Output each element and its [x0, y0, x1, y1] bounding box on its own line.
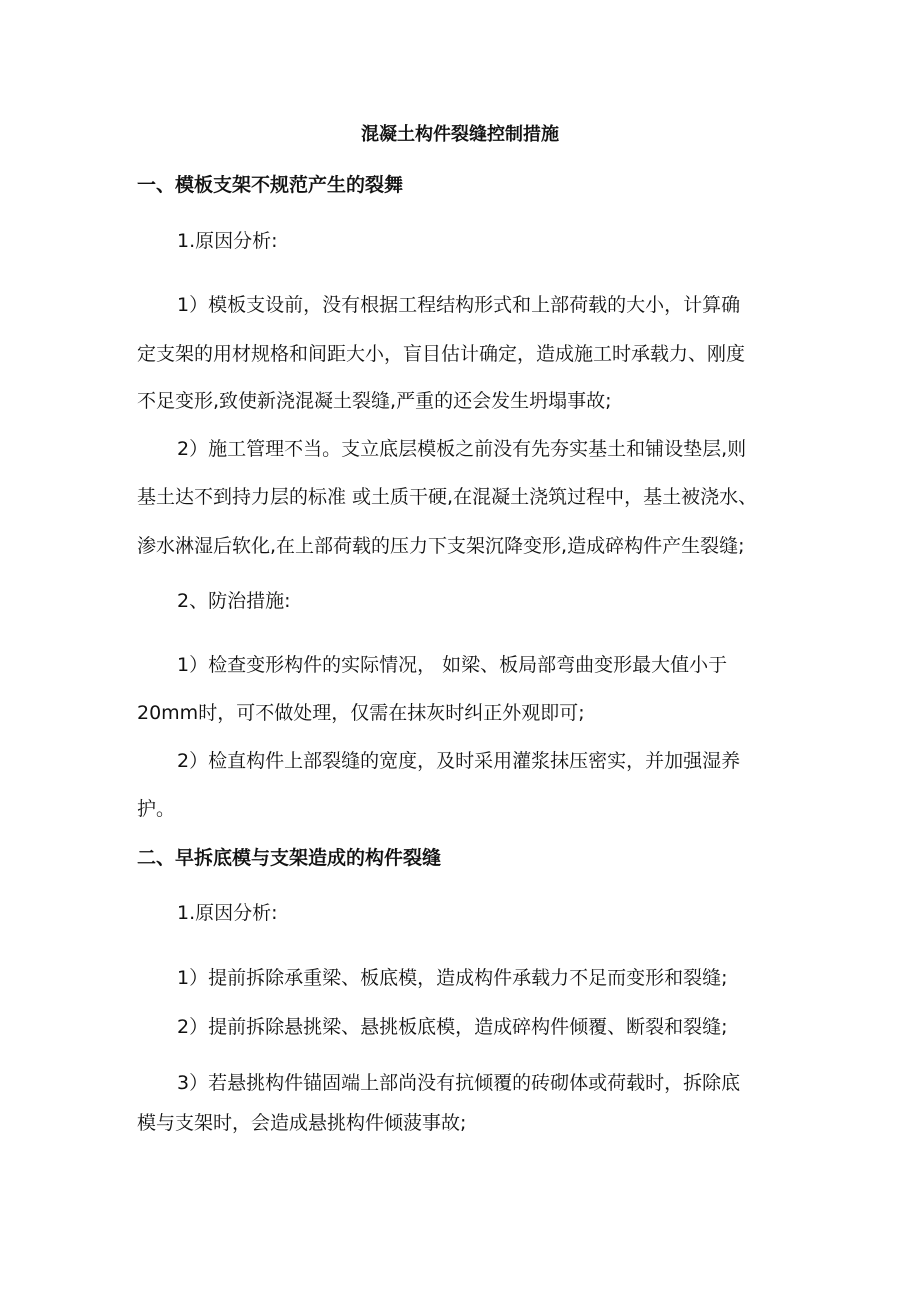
- section-2-item-3-line-1: 3）若悬挑构件锚固端上部尚没有抗倾覆的砖砌体或荷载时，拆除底: [177, 1072, 741, 1094]
- section-2-item-1-line-1: 1）提前拆除承重梁、板底模，造成构件承载力不足而变形和裂缝;: [177, 967, 728, 989]
- section-1-item-2-line-3: 渗水淋湿后软化,在上部荷载的压力下支架沉降变形,造成碎构件产生裂缝;: [137, 535, 745, 557]
- section-1-measures-label: 2、防治措施:: [177, 590, 291, 612]
- section-1-item-1-line-3: 不足变形,致使新浇混凝土裂缝,严重的还会发生坍塌事故;: [137, 390, 612, 412]
- section-2-item-3-line-2: 模与支架时，会造成悬挑构件倾菠事故;: [137, 1112, 467, 1134]
- section-2-analysis-label: 1.原因分析:: [177, 902, 278, 924]
- section-1-measure-2-line-1: 2）检直构件上部裂缝的宽度，及时采用灌浆抹压密实，并加强湿养: [177, 750, 741, 772]
- section-1-item-2-line-2: 基土达不到持力层的标准 或土质干硬,在混凝土浇筑过程中，基土被浇水、: [137, 486, 758, 508]
- section-1-measure-1-line-2: 20mm时，可不做处理，仅需在抹灰时纠正外观即可;: [137, 702, 585, 724]
- section-1-measure-2-line-2: 护。: [137, 798, 176, 820]
- section-2-item-2-line-1: 2）提前拆除悬挑梁、悬挑板底模，造成碎构件倾覆、断裂和裂缝;: [177, 1016, 728, 1038]
- section-1-item-1-line-2: 定支架的用材规格和间距大小，盲目估计确定，造成施工时承载力、刚度: [137, 343, 746, 365]
- section-1-measure-1-line-1: 1）检查变形构件的实际情况， 如梁、板局部弯曲变形最大值小于: [177, 654, 728, 676]
- document-title: 混凝土构件裂缝控制措施: [361, 124, 559, 145]
- section-2-heading: 二、早拆底模与支架造成的构件裂缝: [137, 847, 442, 869]
- section-1-item-1-line-1: 1）模板支设前，没有根据工程结构形式和上部荷载的大小，计算确: [177, 294, 741, 316]
- section-1-heading: 一、模板支架不规范产生的裂舞: [137, 174, 404, 196]
- section-1-analysis-label: 1.原因分析:: [177, 230, 278, 252]
- section-1-item-2-line-1: 2）施工管理不当。支立底层模板之前没有先夯实基土和铺设垫层,则: [177, 438, 747, 460]
